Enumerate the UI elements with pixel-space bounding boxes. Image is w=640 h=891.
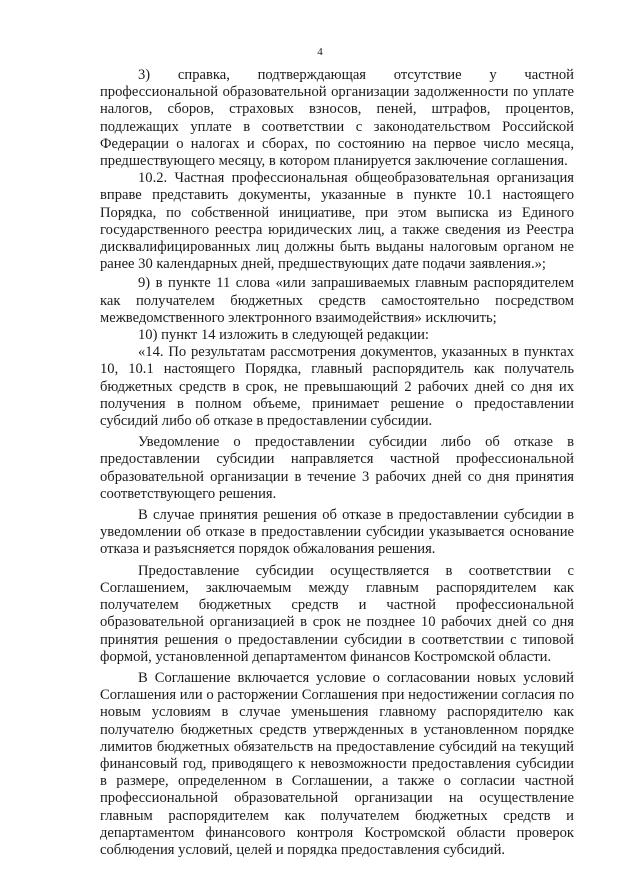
paragraph-refusal: В случае принятия решения об отказе в предоставлении субсидии в уведомлении об отказе в предоставлении субсидии указывается основание отказа и разъясняется порядок обжалования решения. [100, 507, 574, 558]
paragraph-amendment-9: 9) в пункте 11 слова «или запрашиваемых главным распорядителем как получателем бюджетных средств самостоятельно посредством межведомственного электронного взаимодействия» исключить; [100, 275, 574, 326]
paragraph-subitem-3: 3) справка, подтверждающая отсутствие у частной профессиональной образовательной организации задолженности по уплате налогов, сборов, страховых взносов, пеней, штрафов, процентов, подлежащих уплате в соответствии с законодательством Российской Федерации о налогах и сборах, по состоянию на первое число месяца, предшествующего месяцу, в котором планируется заключение соглашения. [100, 67, 574, 170]
page-number: 4 [317, 46, 323, 58]
paragraph-clause-14: «14. По результатам рассмотрения документов, указанных в пунктах 10, 10.1 настоящего Порядка, главный распорядитель как получатель бюджетных средств в срок, не превышающий 2 рабочих дней со дня их получения в полном объеме, принимает решение о предоставлении субсидий либо об отказе в предоставлении субсидии. [100, 344, 574, 430]
paragraph-notification: Уведомление о предоставлении субсидии либо об отказе в предоставлении субсидии направляется частной профессиональной образовательной организации в течение 3 рабочих дней со дня принятия соответствующего решения. [100, 434, 574, 502]
paragraph-subsidy-provision: Предоставление субсидии осуществляется в соответствии с Соглашением, заключаемым между главным распорядителем как получателем бюджетных средств и частной профессиональной образовательной организацией в срок не позднее 10 рабочих дней со дня принятия решения о предоставлении субсидии в соответствии с типовой формой, установленной департаментом финансов Костромской области. [100, 562, 574, 665]
paragraph-amendment-10: 10) пункт 14 изложить в следующей редакции: [138, 327, 429, 344]
paragraph-agreement-terms: В Соглашение включается условие о согласовании новых условий Соглашения или о расторжении Соглашения при недостижении согласия по новым условиям в случае уменьшения главному распорядителю как получателю бюджетных средств утвержденных в установленном порядке лимитов бюджетных обязательств на предоставление субсидий на текущий финансовый год, приводящего к невозможности предоставления субсидии в размере, определенном в Соглашении, а также о согласии частной профессиональной образовательной организации на осуществление главным распорядителем как получателем бюджетных средств и департаментом финансового контроля Костромской области проверок соблюдения условий, целей и порядка предоставления субсидий. [100, 669, 574, 858]
document-body [100, 67, 574, 859]
paragraph-clause-10-2: 10.2. Частная профессиональная общеобразовательная организация вправе представить документы, указанные в пункте 10.1 настоящего Порядка, по собственной инициативе, при этом выписка из Единого государственного реестра юридических лиц, а также сведения из Реестра дисквалифицированных лиц должны быть выданы налоговым органом не ранее 30 календарных дней, предшествующих дате подачи заявления.»; [100, 170, 574, 273]
